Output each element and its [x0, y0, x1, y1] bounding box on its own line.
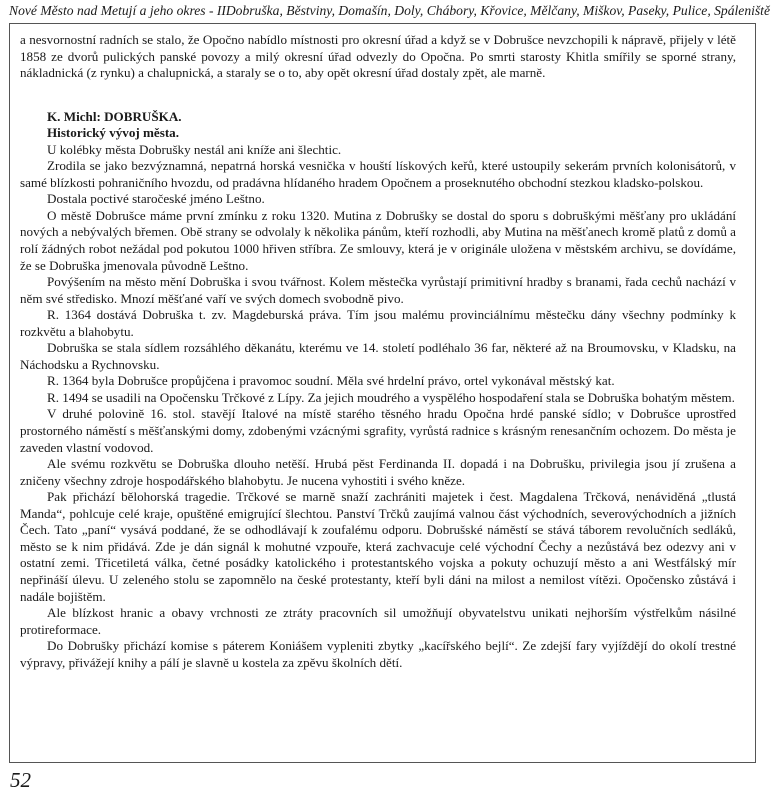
paragraph: Zrodila se jako bezvýznamná, nepatrná horská vesnička v houští lískových keřů, které ustoupily sekerám prvních kolonisátorů, v samé blízkosti pohraničního hvozdu, od pradávna hlídaného hradem Opočnem a proseknutého obchodní stezkou kladsko-polskou.: [20, 158, 736, 190]
paragraph: R. 1364 byla Dobrušce propůjčena i pravomoc soudní. Měla své hrdelní právo, ortel vykonával městský kat.: [47, 373, 615, 389]
paragraph: U kolébky města Dobrušky nestál ani kníže ani šlechtic.: [47, 141, 342, 157]
header-places: Dobruška, Běstviny, Domašín, Doly, Chábory, Křovice, Mělčany, Miškov, Paseky, Pulice, Spáleniště: [225, 3, 770, 18]
paragraph: Povýšením na město mění Dobruška i svou tvářnost. Kolem městečka vyrůstají primitivní hradby s branami, řada cechů nachází v něm své středisko. Mnozí měšťané vaří ve svých domech svobodně pivo.: [20, 274, 736, 306]
paragraph: Dostala poctivé staročeské jméno Leštno.: [47, 191, 265, 207]
paragraph: Dobruška se stala sídlem rozsáhlého děkanátu, kterému ve 14. století podléhalo 36 far, některé až na Broumovsku, v Kladsku, na Náchodsku a Rychnovsku.: [20, 340, 736, 372]
page-number: 52: [10, 768, 31, 792]
article-subtitle: Historický vývoj města.: [47, 125, 180, 141]
paragraph: R. 1364 dostává Dobruška t. zv. Magdeburská práva. Tím jsou malému provinciálnímu městečku dány všechny podmínky k rozkvětu a blahobytu.: [20, 307, 736, 339]
running-header: [9, 0, 770, 22]
paragraph: Pak přichází bělohorská tragedie. Trčkové se marně snaží zachrániti majetek i čest. Magdalena Trčková, nenáviděná „tlustá Manda“, pohlcuje celé kraje, opuštěné emigrující šlechtou. Panství Trčků zaujímá valnou část východních, severovýchodních a jižních Čech. Tato „paní“ vysává poddané, že se odhodlávají k zoufalému odporu. Dobrušské náměstí se stává táborem revolučních sedláků, město se k nim přidává. Zde je dán signál k mohutné vzpouře, která zachvacuje celé východní Čechy a nezůstává bez odezvy ani v ostatní zemi. Třicetiletá válka, četné posádky katolického i protestantského vojska a pokuty ochuzují město a ani Westfálský mír nepřináší úlevu. U zeleného stolu se zapomnělo na české protestanty, kteří byli dáni na milost a nemilost vítězi. Opočensko zůstává i nadále bojištěm.: [20, 489, 736, 604]
header-book-title: Nové Město nad Metují a jeho okres - II: [9, 3, 226, 18]
page-body: [20, 32, 736, 671]
paragraph: Ale svému rozkvětu se Dobruška dlouho netěší. Hrubá pěst Ferdinanda II. dopadá i na Dobrušku, privilegia jsou jí zrušena a zničeny všechny zdroje hospodářského blahobytu. Je nucena vyhostiti i svého kněze.: [20, 456, 736, 488]
intro-paragraph: a nesvornostní radních se stalo, že Opočno nabídlo místnosti pro okresní úřad a když se v Dobrušce nevzchopili k nápravě, přijely v létě 1858 ze dvorů pulických panské povozy a milý okresní úřad odvezly do Opočna. Po smrti starosty Khitla smířily se sporné strany, nákladnická (z rynku) a chalupnická, a staraly se o to, aby opět okresní úřad dostaly zpět, ale marně.: [20, 32, 736, 81]
paragraph: V druhé polovině 16. stol. stavějí Italové na místě starého těsného hradu Opočna hrdé panské sídlo; v Dobrušce uprostřed prostorného náměstí s měšťanskými domy, zdobenými vzácnými sgrafity, vyrůstá radnice s krásným renesančním ochozem. Do města je zaveden vlastní vodovod.: [20, 406, 736, 455]
article-author-title: K. Michl: DOBRUŠKA.: [47, 108, 182, 124]
paragraph: Ale blízkost hranic a obavy vrchnosti ze ztráty pracovních sil umožňují obyvatelstvu unikati nejhorším výstřelkům násilné protireformace.: [20, 605, 736, 637]
paragraph: R. 1494 se usadili na Opočensku Trčkové z Lípy. Za jejich moudrého a vyspělého hospodaření stala se Dobruška bohatým městem.: [47, 389, 735, 405]
paragraph: O městě Dobrušce máme první zmínku z roku 1320. Mutina z Dobrušky se dostal do sporu s dobruškými měšťany pro ukládání nových a nebývalých břemen. Obě strany se odvolaly k několika pánům, kteří rozhodli, aby Mutina na měšťanech kromě platů z domů a rolí žádných robot nežádal pod pokutou 1000 hřiven stříbra. Ze smlouvy, která je v originále uložena v městském archivu, se dovídáme, že se Dobruška jmenovala původně Leštno.: [20, 207, 736, 273]
paragraph: Do Dobrušky přichází komise s páterem Koniášem vypleniti zbytky „kacířského bejlí“. Ze zdejší fary vyjíždějí do okolí trestné výpravy, přivážejí knihy a pálí je slavně u kostela za zpěvu školních dětí.: [20, 638, 736, 670]
